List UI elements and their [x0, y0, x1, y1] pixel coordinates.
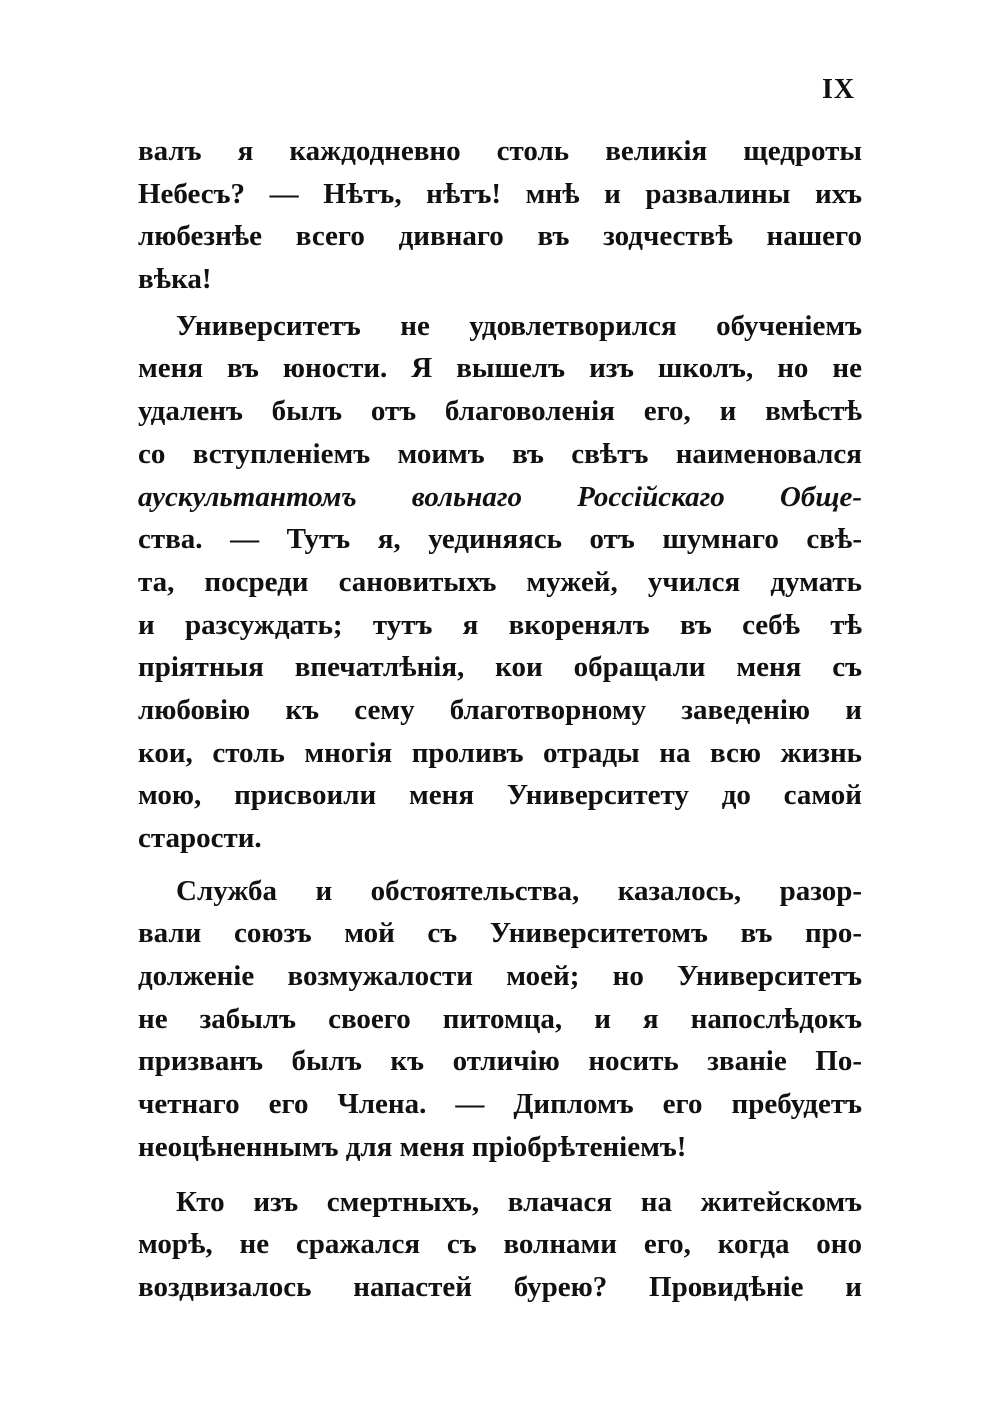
paragraph [138, 130, 862, 301]
text-line: четнаго его Члена. — Дипломъ его пребудетъ [138, 1088, 862, 1121]
text-line: Служба и обстоятельства, казалось, разор- [176, 874, 862, 907]
page-number: IX [822, 74, 856, 105]
text-line-italic: аускультантомъ вольнаго Россійскаго Обще- [138, 480, 862, 513]
paragraph [138, 1181, 862, 1309]
text-line: вѣка! [138, 263, 212, 296]
text-line: удаленъ былъ отъ благоволенія его, и вмѣстѣ [138, 395, 862, 428]
text-line: неоцѣненнымъ для меня пріобрѣтеніемъ! [138, 1130, 687, 1163]
paragraph [138, 870, 862, 1169]
text-line: призванъ былъ къ отличію носить званіе По- [138, 1045, 862, 1078]
text-line: Университетъ не удовлетворился обученіемъ [176, 309, 862, 342]
text-line: любезнѣе всего дивнаго въ зодчествѣ нашего [138, 220, 862, 253]
text-line: морѣ, не сражался съ волнами его, когда оно [138, 1228, 862, 1261]
text-line: Кто изъ смертныхъ, влачася на житейскомъ [176, 1185, 862, 1218]
text-line: ства. — Тутъ я, уединяясь отъ шумнаго свѣ- [138, 523, 862, 556]
text-line: не забылъ своего питомца, и я напослѣдокъ [138, 1002, 862, 1035]
paragraph [138, 305, 862, 860]
text-line: пріятныя впечатлѣнія, кои обращали меня съ [138, 651, 862, 684]
text-line: старости. [138, 822, 262, 854]
text-line: валъ я каждодневно столь великія щедроты [138, 135, 862, 167]
text-line: кои, столь многія проливъ отрады на всю жизнь [138, 736, 862, 769]
text-line: вали союзъ мой съ Университетомъ въ про- [138, 917, 862, 950]
text-line: меня въ юности. Я вышелъ изъ школъ, но не [138, 352, 862, 385]
body-text [138, 130, 862, 1313]
text-line: воздвизалось напастей бурею? Провидѣніе и [138, 1270, 862, 1303]
text-line: Небесъ? — Нѣтъ, нѣтъ! мнѣ и развалины ихъ [138, 177, 862, 210]
text-line: со вступленіемъ моимъ въ свѣтъ наименовался [138, 437, 862, 470]
text-line: долженіе возмужалости моей; но Университетъ [138, 960, 862, 993]
text-line: любовію къ сему благотворному заведенію и [138, 693, 862, 726]
text-line: и разсуждать; тутъ я вкоренялъ въ себѣ тѣ [138, 608, 862, 641]
text-line: та, посреди сановитыхъ мужей, учился думать [138, 565, 862, 598]
text-line: мою, присвоили меня Университету до самой [138, 779, 862, 812]
